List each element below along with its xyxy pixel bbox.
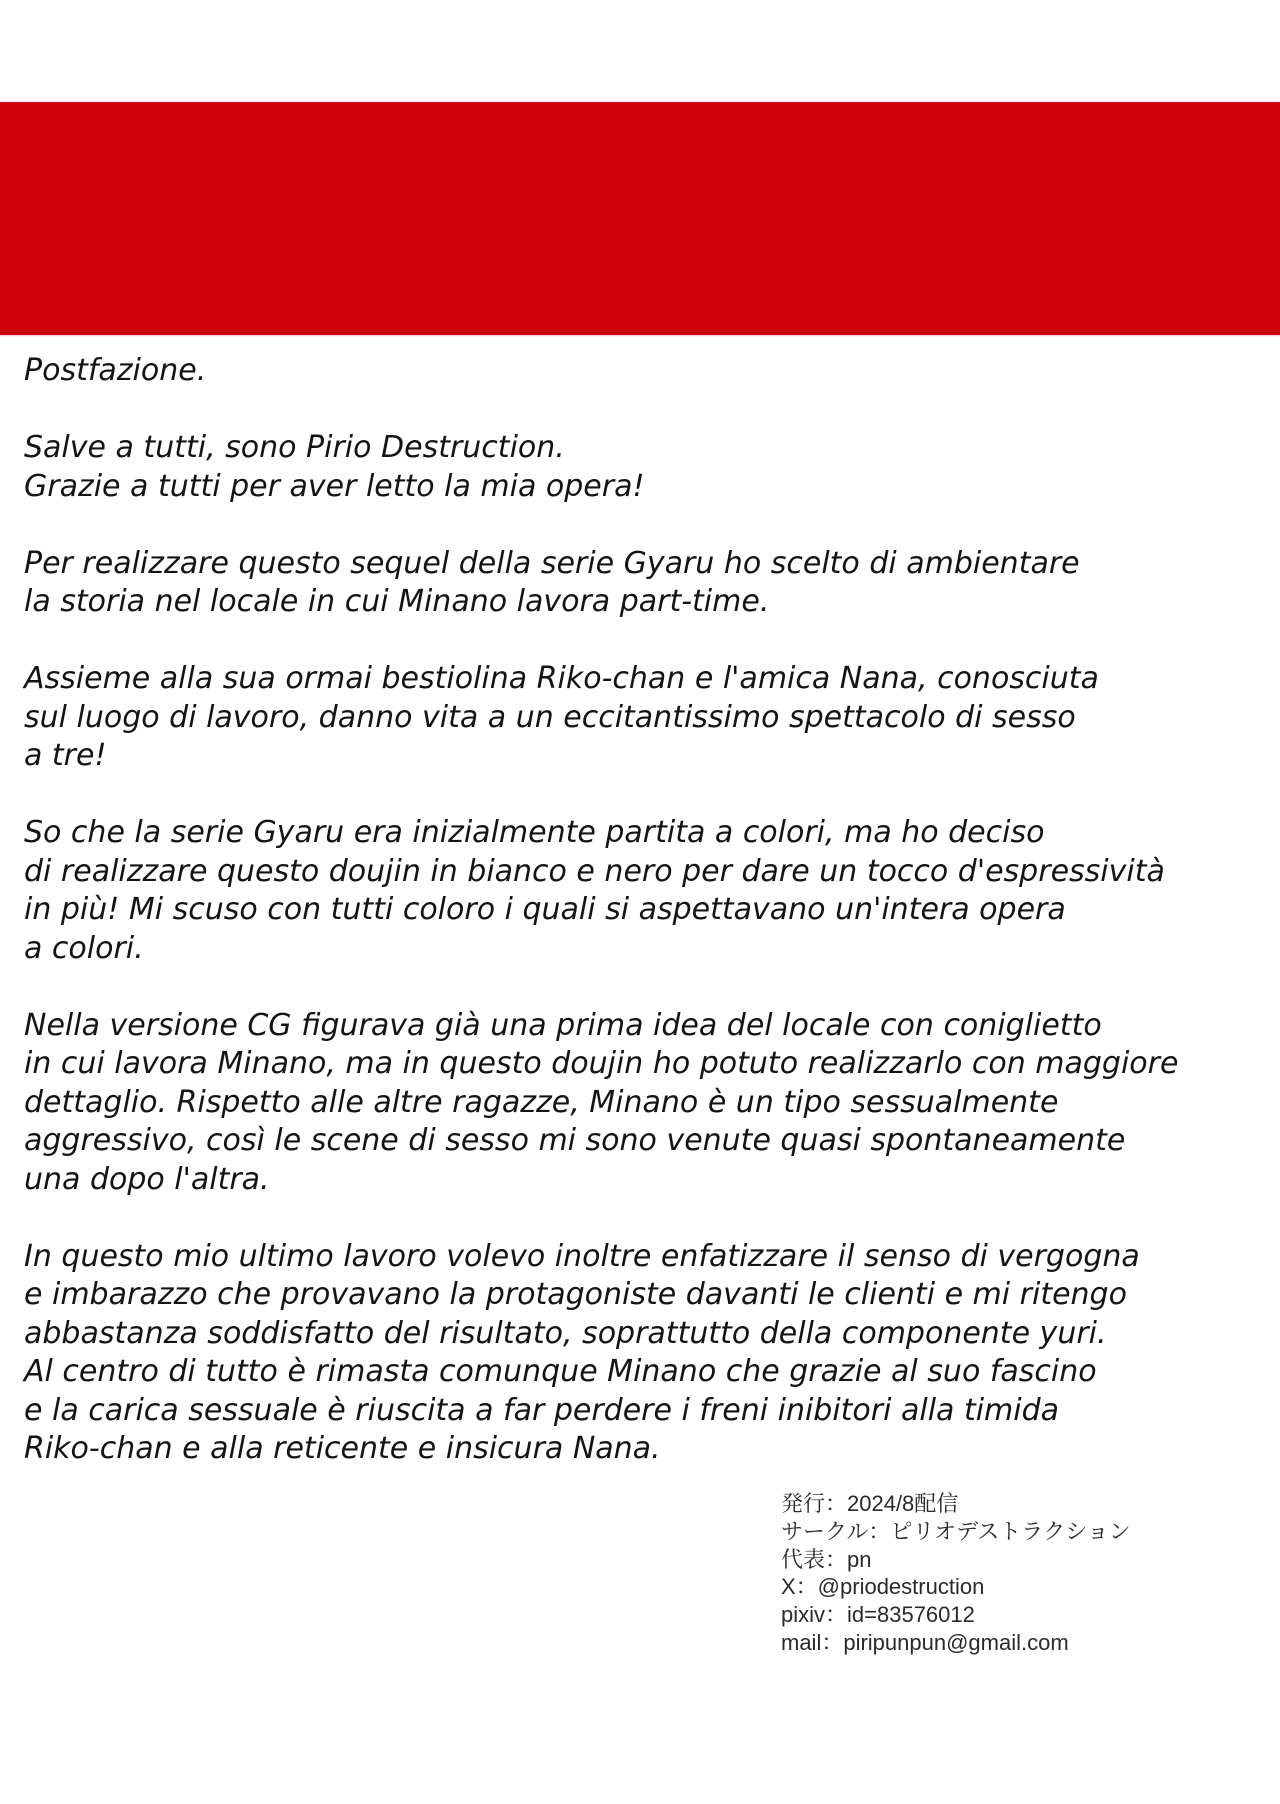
text-line: In questo mio ultimo lavoro volevo inoltre enfatizzare il senso di vergogna <box>24 1238 1140 1274</box>
text-line: Grazie a tutti per aver letto la mia opera! <box>24 468 645 504</box>
text-line: a tre! <box>24 738 107 773</box>
text-line: e imbarazzo che provavano la protagoniste davanti le clienti e mi ritengo <box>24 1277 1127 1312</box>
text-line: la storia nel locale in cui Minano lavora part-time. <box>24 584 770 619</box>
text-line: abbastanza soddisfatto del risultato, soprattutto della componente yuri. <box>24 1315 1107 1351</box>
text-line: Assieme alla sua ormai bestiolina Riko-chan e l'amica Nana, conosciuta <box>24 661 1099 696</box>
text-line: in cui lavora Minano, ma in questo doujin ho potuto realizzarlo con maggiore <box>24 1046 1179 1081</box>
text-line: aggressivo, così le scene di sesso mi sono venute quasi spontaneamente <box>24 1123 1126 1158</box>
colophon-release: 発行：2024/8配信 <box>781 1491 959 1516</box>
afterword-paragraph-1 <box>24 429 1260 506</box>
afterword-text <box>24 352 1260 1469</box>
colophon-mail: mail：piripunpun@gmail.com <box>781 1629 1069 1655</box>
text-line: Al centro di tutto è rimasta comunque Minano che grazie al suo fascino <box>24 1354 1097 1389</box>
afterword-title: Postfazione. <box>24 353 207 388</box>
afterword-paragraph-3 <box>24 660 1260 776</box>
afterword-paragraph-6 <box>24 1238 1260 1469</box>
text-line: Per realizzare questo sequel della serie Gyaru ho scelto di ambientare <box>24 545 1080 581</box>
text-line: So che la serie Gyaru era inizialmente partita a colori, ma ho deciso <box>24 815 1045 850</box>
text-line: e la carica sessuale è riuscita a far perdere i freni inibitori alla timida <box>24 1392 1060 1428</box>
colophon <box>781 1490 1131 1657</box>
text-line: in più! Mi scuso con tutti coloro i quali si aspettavano un'intera opera <box>24 892 1066 927</box>
text-line: Nella versione CG figurava già una prima idea del locale con coniglietto <box>24 1007 1102 1043</box>
afterword-title-paragraph <box>24 352 1260 391</box>
colophon-circle: サークル：ピリオデストラクション <box>781 1518 1131 1544</box>
colophon-pixiv-id: pixiv：id=83576012 <box>781 1602 975 1628</box>
colophon-x-handle: X：@priodestruction <box>781 1574 985 1600</box>
text-line: una dopo l'altra. <box>24 1161 270 1197</box>
text-line: Riko-chan e alla reticente e insicura Nana. <box>24 1431 661 1466</box>
afterword-paragraph-2 <box>24 545 1260 622</box>
text-line: Salve a tutti, sono Pirio Destruction. <box>24 430 565 465</box>
text-line: di realizzare questo doujin in bianco e nero per dare un tocco d'espressività <box>24 853 1165 889</box>
text-line: dettaglio. Rispetto alle altre ragazze, Minano è un tipo sessualmente <box>24 1084 1059 1120</box>
text-line: sul luogo di lavoro, danno vita a un eccitantissimo spettacolo di sesso <box>24 699 1076 735</box>
colophon-representative: 代表：pn <box>781 1546 872 1572</box>
header-red-band <box>0 102 1280 335</box>
afterword-paragraph-5 <box>24 1007 1260 1200</box>
afterword-paragraph-4 <box>24 814 1260 968</box>
text-line: a colori. <box>24 930 144 966</box>
